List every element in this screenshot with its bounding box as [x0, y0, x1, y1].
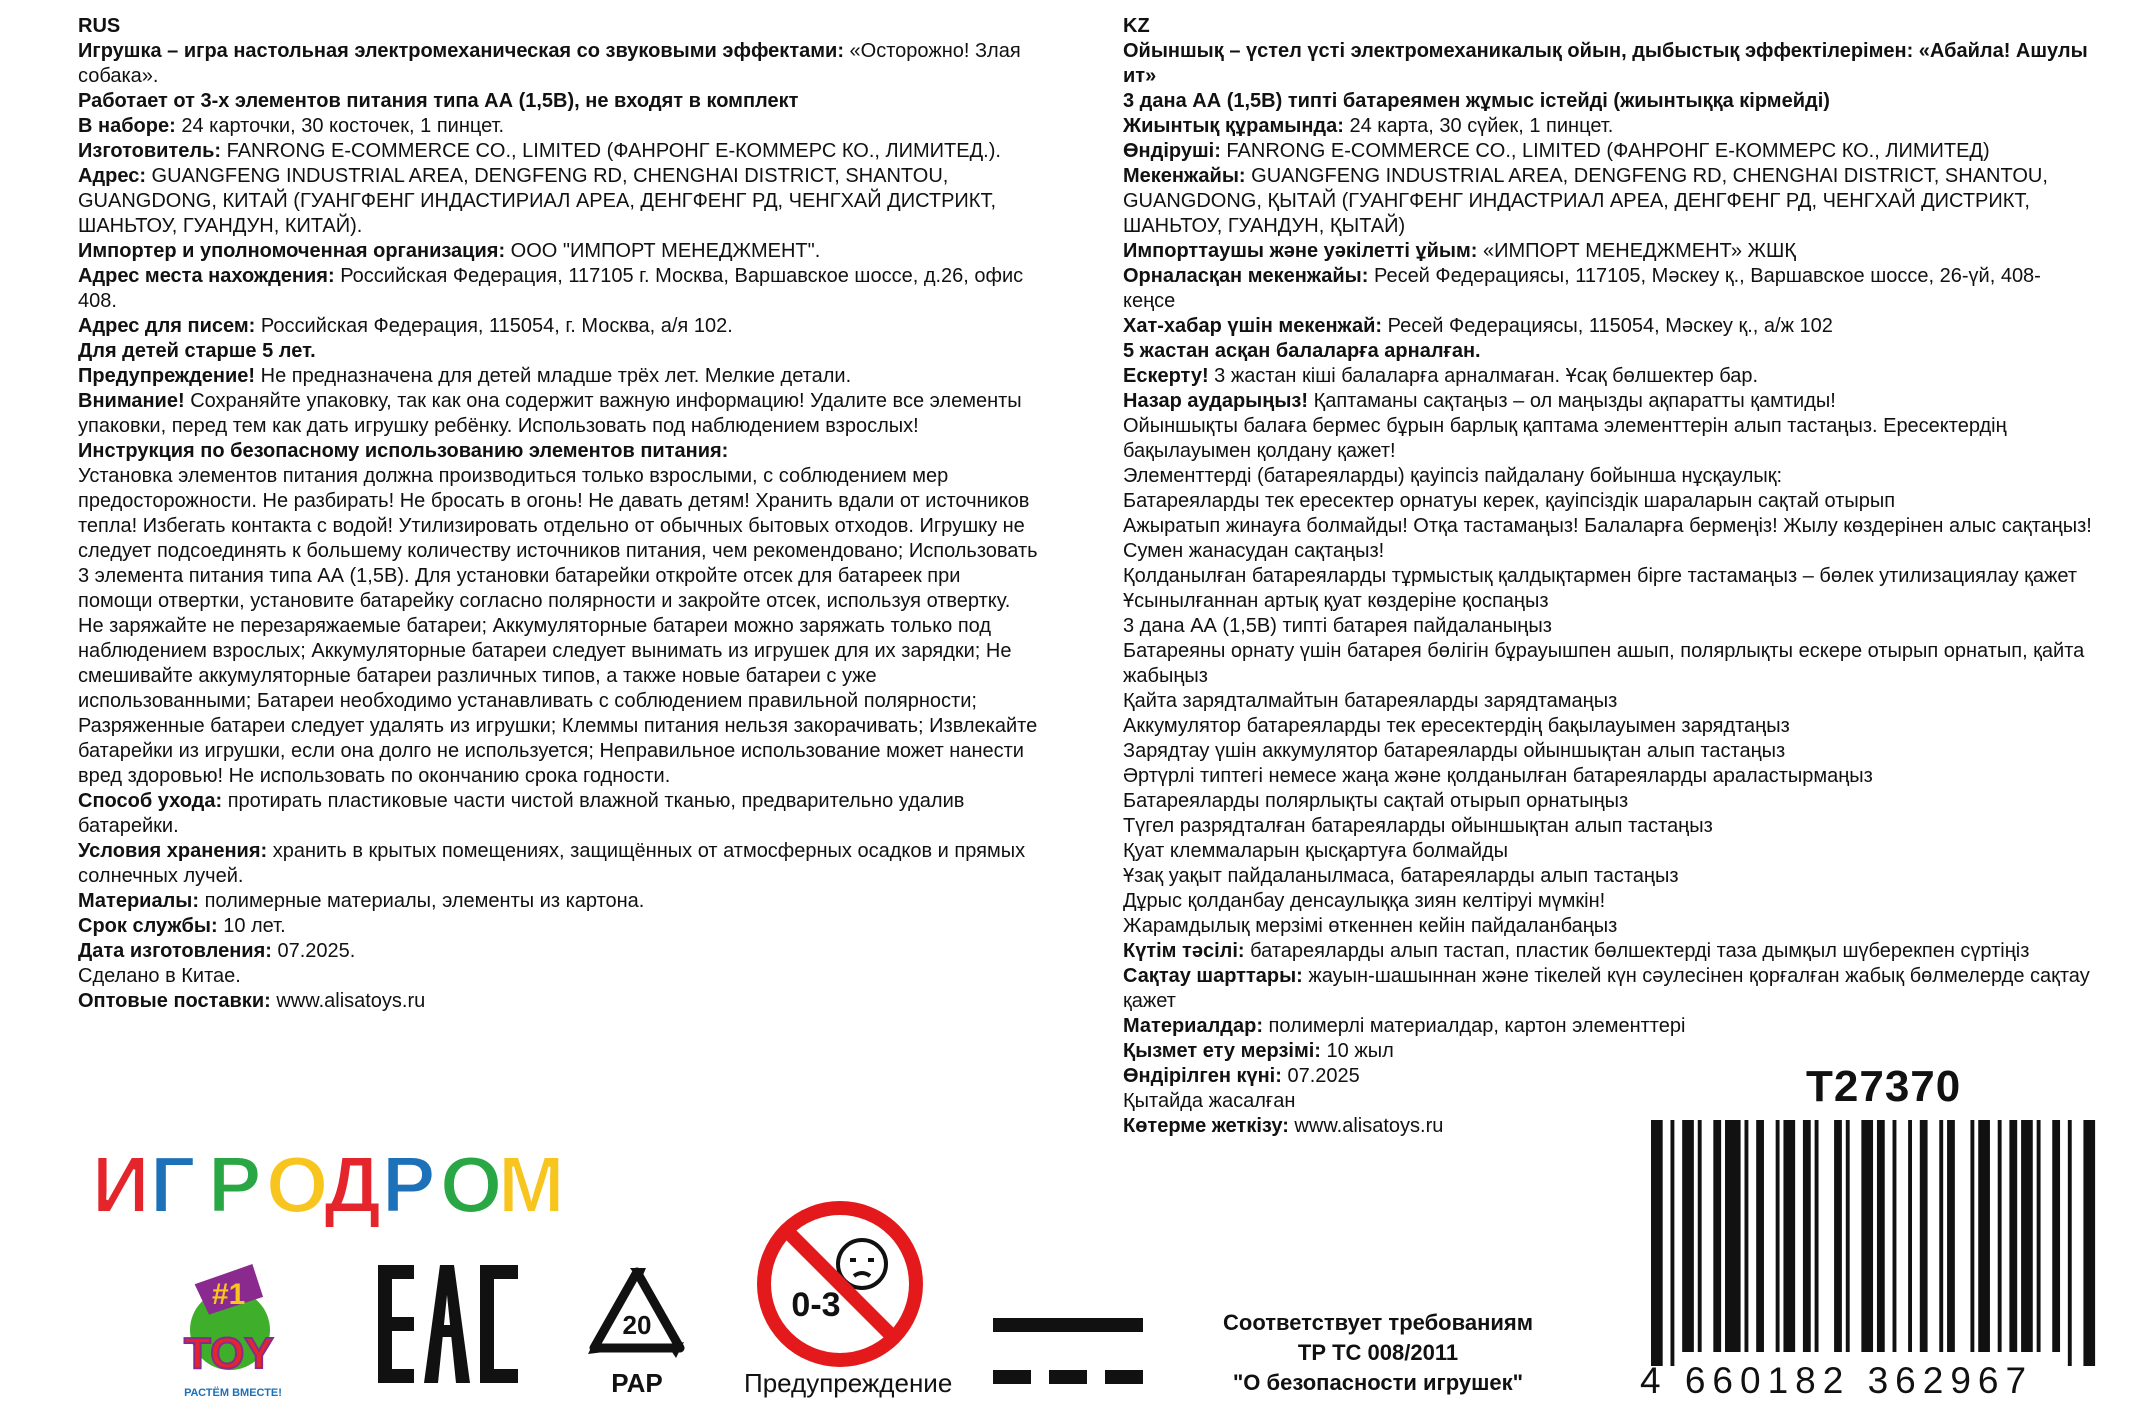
age-range-text: 0-3	[791, 1286, 841, 1324]
rus-line-label: Предупреждение!	[78, 365, 256, 387]
kz-line-label: Қызмет ету мерзімі:	[1123, 1040, 1321, 1062]
kz-text-line	[1123, 514, 2093, 564]
kz-text-line	[1123, 764, 2093, 789]
kz-text-line	[1123, 589, 2093, 614]
brand-letter: Д	[324, 1140, 381, 1229]
kz-text-line	[1123, 739, 2093, 764]
kz-text-line	[1123, 489, 2093, 514]
kz-text-line	[1123, 464, 2093, 489]
kz-line-value: Қолданылған батареяларды тұрмыстық қалдықтармен бірге тастамаңыз – бөлек утилизациялау қажет	[1123, 565, 2077, 587]
kz-line-value: жауын-шашыннан және тікелей күн сәулесінен қорғалған жабық бөлмелерде сақтау қажет	[1123, 965, 2090, 1012]
toy1-slogan-text: РАСТЁМ ВМЕСТЕ!	[184, 1387, 282, 1399]
brand-letter: О	[266, 1140, 329, 1229]
sku-code: T27370	[1806, 1062, 1962, 1111]
barcode-icon	[1651, 1120, 2099, 1366]
rus-text-line	[78, 314, 1038, 339]
rus-text-line	[78, 989, 1038, 1014]
rus-lang-heading: RUS	[78, 15, 121, 37]
kz-line-value: Қаптаманы сақтаңыз – ол маңызды ақпаратты қамтиды!	[1308, 390, 1836, 412]
kz-line-label: Ескерту!	[1123, 365, 1209, 387]
kz-line-label: Жиынтық құрамында:	[1123, 115, 1344, 137]
kz-lines	[1123, 39, 2093, 1139]
kz-text-line	[1123, 414, 2093, 464]
rus-line-label: Импортер и уполномоченная организация:	[78, 240, 506, 262]
rus-line-value: FANRONG E-COMMERCE CO., LIMITED (ФАНРОНГ Е-КОММЕРС КО., ЛИМИТЕД.).	[221, 140, 1001, 162]
kz-text-line	[1123, 714, 2093, 739]
rus-line-value: Не предназначена для детей младше трёх лет. Мелкие детали.	[255, 365, 852, 387]
kz-text-line	[1123, 864, 2093, 889]
rus-text-line	[78, 139, 1038, 164]
rus-line-label: Способ ухода:	[78, 790, 223, 812]
rus-text-line	[78, 364, 1038, 389]
rus-line-label: Адрес:	[78, 165, 146, 187]
conformity-block	[1180, 1308, 1576, 1398]
rus-line-value: www.alisatoys.ru	[270, 990, 426, 1012]
kz-line-label: Мекенжайы:	[1123, 165, 1246, 187]
rus-text-line	[78, 914, 1038, 939]
rus-line-value: GUANGFENG INDUSTRIAL AREA, DENGFENG RD, CHENGHAI DISTRICT, SHANTOU, GUANGDONG, КИТАЙ (ГУАНГФЕНГ ИНДАСТИРИАЛ АРЕА, ДЕНГФЕНГ РД, ЧЕНГХАЙ ДИСТРИКТ, ШАНЬТОУ, ГУАНДУН, КИТАЙ).	[78, 165, 997, 237]
kz-line-value: Ұсынылғаннан артық қуат көздеріне қоспаңыз	[1123, 590, 1549, 612]
kz-line-value: GUANGFENG INDUSTRIAL AREA, DENGFENG RD, CHENGHAI DISTRICT, SHANTOU, GUANGDONG, ҚЫТАЙ (ГУАНГФЕНГ ИНДАСТРИАЛ АРЕА, ДЕНГФЕНГ РД, ЧЕНГХАЙ ДИСТРИКТ, ШАНЬТОУ, ГУАНДУН, ҚЫТАЙ)	[1123, 165, 2048, 237]
kz-text-line	[1123, 689, 2093, 714]
igrodrom-logo	[86, 1138, 565, 1229]
rus-text-line	[78, 964, 1038, 989]
kz-text-line	[1123, 89, 2093, 114]
kz-text-line	[1123, 814, 2093, 839]
rus-line-value: 10 лет.	[217, 915, 286, 937]
rus-text-line	[78, 389, 1038, 439]
kz-text-line	[1123, 264, 2093, 314]
rus-line-value: хранить в крытых помещениях, защищённых от атмосферных осадков и прямых солнечных лучей.	[78, 840, 1026, 887]
brand-letter: О	[440, 1140, 503, 1229]
kz-line-value: Элементтерді (батареяларды) қауіпсіз пайдалану бойынша нұсқаулық:	[1123, 465, 1783, 487]
rus-text-line	[78, 339, 1038, 364]
rus-text-line	[78, 889, 1038, 914]
rus-line-value: «Осторожно! Злая собака».	[78, 40, 1021, 87]
kz-line-label: Ойыншық – үстел үсті электромеханикалық ойын, дыбыстық эффектілерімен: «Абайла! Ашулы ит»	[1123, 40, 2088, 87]
kz-text-line	[1123, 889, 2093, 914]
conformity-line-2: ТР ТС 008/2011	[1297, 1340, 1459, 1365]
kz-line-label: Назар аударыңыз!	[1123, 390, 1309, 412]
kz-line-label: Өндіруші:	[1123, 140, 1221, 162]
rus-line-label: Изготовитель:	[78, 140, 222, 162]
kz-line-value: Ресей Федерациясы, 117105, Мәскеу қ., Варшавское шоссе, 26-үй, 408-кеңсе	[1123, 265, 2041, 312]
rus-line-label: Условия хранения:	[78, 840, 268, 862]
toy1-word-text: TOY	[184, 1329, 274, 1378]
rus-text-line	[78, 264, 1038, 314]
kz-line-value: Батареяларды полярлықты сақтай отырып орнатыңыз	[1123, 790, 1629, 812]
kz-line-value: полимерлі материалдар, картон элементтері	[1262, 1015, 1686, 1037]
recycle-number: 20	[622, 1310, 652, 1340]
rus-line-value: Российская Федерация, 117105 г. Москва, Варшавское шоссе, д.26, офис 408.	[78, 265, 1024, 312]
brand-letter: И	[92, 1140, 150, 1229]
rus-text-line	[78, 789, 1038, 839]
kz-text-line	[1123, 789, 2093, 814]
kz-line-value: Қытайда жасалған	[1123, 1090, 1296, 1112]
kz-line-label: Өндірілген күні:	[1123, 1065, 1282, 1087]
mobius-dash-icon	[993, 1318, 1143, 1384]
kz-text-line	[1123, 639, 2093, 689]
conformity-line-3: "О безопасности игрушек"	[1232, 1370, 1524, 1395]
kz-line-value: «ИМПОРТ МЕНЕДЖМЕНТ» ЖШҚ	[1477, 240, 1796, 262]
kz-text-line	[1123, 939, 2093, 964]
rus-line-label: Работает от 3-х элементов питания типа АА (1,5В), не входят в комплект	[78, 90, 799, 112]
kz-line-value: Түгел разрядталған батареяларды ойыншықтан алып тастаңыз	[1123, 815, 1713, 837]
barcode-digits: 4 660182 362967	[1640, 1360, 2034, 1401]
rus-line-value: Российская Федерация, 115054, г. Москва, а/я 102.	[255, 315, 733, 337]
rus-line-label: Внимание!	[78, 390, 185, 412]
kz-line-value: 07.2025	[1281, 1065, 1360, 1087]
kz-line-value: www.alisatoys.ru	[1288, 1115, 1444, 1137]
kz-line-value: 10 жыл	[1320, 1040, 1394, 1062]
rus-lines	[78, 39, 1038, 1014]
kz-line-value: Қайта зарядталмайтын батареяларды зарядтамаңыз	[1123, 690, 1618, 712]
brand-letter: Г	[150, 1140, 196, 1229]
kz-line-label: Хат-хабар үшін мекенжай:	[1123, 315, 1383, 337]
rus-line-value: протирать пластиковые части чистой влажной тканью, предварительно удалив батарейки.	[78, 790, 965, 837]
rus-line-value: Сделано в Китае.	[78, 965, 241, 987]
kz-line-label: 5 жастан асқан балаларға арналған.	[1123, 340, 1481, 362]
rus-text-line	[78, 89, 1038, 114]
kz-line-value: FANRONG E-COMMERCE CO., LIMITED (ФАНРОНГ Е-КОММЕРС КО., ЛИМИТЕД)	[1220, 140, 1990, 162]
warning-caption: Предупреждение	[744, 1368, 953, 1398]
kz-line-value: Ресей Федерациясы, 115054, Мәскеу қ., а/ж 102	[1382, 315, 1833, 337]
rus-line-label: Срок службы:	[78, 915, 218, 937]
kz-line-label: Сақтау шарттары:	[1123, 965, 1303, 987]
eac-mark-icon	[378, 1265, 518, 1383]
kz-text-line	[1123, 339, 2093, 364]
kz-line-label: Орналасқан мекенжайы:	[1123, 265, 1369, 287]
recycle-pap-icon	[580, 1262, 694, 1402]
rus-line-label: Дата изготовления:	[78, 940, 272, 962]
kz-text-line	[1123, 314, 2093, 339]
kz-line-label: Көтерме жеткізу:	[1123, 1115, 1289, 1137]
kz-line-label: Күтім тәсілі:	[1123, 940, 1245, 962]
rus-text-line	[78, 239, 1038, 264]
rus-line-value: Сохраняйте упаковку, так как она содержит важную информацию! Удалите все элементы упаковки, перед тем как дать игрушку ребёнку. Использовать под наблюдением взрослых!	[78, 390, 1022, 437]
rus-column	[78, 14, 1038, 1014]
kz-line-value: Аккумулятор батареяларды тек ересектердің бақылауымен зарядтаңыз	[1123, 715, 1790, 737]
rus-line-label: Адрес места нахождения:	[78, 265, 335, 287]
kz-text-line	[1123, 364, 2093, 389]
kz-line-value: Жарамдылық мерзімі өткеннен кейін пайдаланбаңыз	[1123, 915, 1618, 937]
rus-line-value: полимерные материалы, элементы из картона.	[199, 890, 645, 912]
kz-lang-heading: KZ	[1123, 15, 1150, 37]
kz-text-line	[1123, 614, 2093, 639]
toy1-top-text: #1	[212, 1278, 246, 1311]
kz-text-line	[1123, 1039, 2093, 1064]
rus-line-value: Установка элементов питания должна производиться только взрослыми, с соблюдением мер предосторожности. Не разбирать! Не бросать в огонь! Не давать детям! Хранить вдали от источников тепла! Избегать контакта с водой! Утилизировать отдельно от обычных бытовых отходов. Игрушку не следует подсоединять к большему количеству источников питания, чем рекомендовано; Использовать 3 элемента питания типа АА (1,5В). Для установки батарейки откройте отсек для батареек при помощи отвертки, установите батарейку согласно полярности и закройте отсек, используя отвертку. Не заряжайте не перезаряжаемые батареи; Аккумуляторные батареи можно заряжать только под наблюдением взрослых; Аккумуляторные батареи следует вынимать из игрушек для их зарядки; Не смешивайте аккумуляторные батареи различных типов, а также новые батареи с уже использованными; Батареи необходимо устанавливать с соблюдением правильной полярности; Разряженные батареи следует удалять из игрушки; Клеммы питания нельзя закорачивать; Извлекайте батарейки из игрушки, если она долго не используется; Неправильное использование может нанести вред здоровью! Не использовать по окончанию срока годности.	[78, 465, 1038, 787]
kz-text-line	[1123, 114, 2093, 139]
kz-line-value: Батареяларды тек ересектер орнатуы керек, қауіпсіздік шараларын сақтай отырып	[1123, 490, 1896, 512]
rus-line-label: Игрушка – игра настольная электромеханическая со звуковыми эффектами:	[78, 40, 844, 62]
rus-line-label: Оптовые поставки:	[78, 990, 271, 1012]
kz-line-value: Қуат клеммаларын қысқартуға болмайды	[1123, 840, 1509, 862]
kz-text-line	[1123, 39, 2093, 89]
rus-line-label: Адрес для писем:	[78, 315, 256, 337]
recycle-code: PAP	[611, 1368, 663, 1398]
rus-text-line	[78, 439, 1038, 464]
brand-letter: Р	[208, 1140, 262, 1229]
rus-text-line	[78, 839, 1038, 889]
kz-text-line	[1123, 389, 2093, 414]
kz-text-line	[1123, 139, 2093, 164]
rus-text-line	[78, 114, 1038, 139]
rus-text-line	[78, 464, 1038, 789]
kz-line-value: 3 жастан кіші балаларға арналмаған. Ұсақ бөлшектер бар.	[1208, 365, 1759, 387]
kz-text-line	[1123, 914, 2093, 939]
kz-text-line	[1123, 964, 2093, 1014]
rus-line-label: Инструкция по безопасному использованию элементов питания:	[78, 440, 729, 462]
rus-text-line	[78, 39, 1038, 89]
kz-line-value: Ажыратып жинауға болмайды! Отқа тастамаңыз! Балаларға бермеңіз! Жылу көздерінен алыс сақтаңыз! Сумен жанасудан сақтаңыз!	[1123, 515, 2092, 562]
kz-line-value: 3 дана АА (1,5В) типті батарея пайдаланыңыз	[1123, 615, 1552, 637]
kz-line-value: 24 карта, 30 сүйек, 1 пинцет.	[1343, 115, 1614, 137]
kz-line-value: Ұзақ уақыт пайдаланылмаса, батареяларды алып тастаңыз	[1123, 865, 1679, 887]
brand-letter: М	[498, 1140, 565, 1229]
kz-line-label: Импорттаушы және уәкілетті ұйым:	[1123, 240, 1478, 262]
rus-line-value: ООО "ИМПОРТ МЕНЕДЖМЕНТ".	[505, 240, 821, 262]
rus-line-value: 24 карточки, 30 косточек, 1 пинцет.	[175, 115, 505, 137]
conformity-line-1: Соответствует требованиям	[1223, 1310, 1533, 1335]
kz-text-line	[1123, 839, 2093, 864]
rus-line-label: В наборе:	[78, 115, 176, 137]
kz-line-value: Батареяны орнату үшін батарея бөлігін бұрауышпен ашып, полярлықты ескере отырып орнатып, қайта жабыңыз	[1123, 640, 2085, 687]
kz-text-line	[1123, 1014, 2093, 1039]
kz-line-value: Әртүрлі типтегі немесе жаңа және қолданылған батареяларды араластырмаңыз	[1123, 765, 1873, 787]
rus-line-label: Для детей старше 5 лет.	[78, 340, 316, 362]
kz-text-line	[1123, 239, 2093, 264]
toy1-logo	[166, 1262, 300, 1402]
kz-text-line	[1123, 164, 2093, 239]
kz-line-value: Ойыншықты балаға бермес бұрын барлық қаптама элементтерін алып тастаңыз. Ересектердің бақылауымен қолдану қажет!	[1123, 415, 2007, 462]
rus-line-label: Материалы:	[78, 890, 200, 912]
rus-line-value: 07.2025.	[271, 940, 356, 962]
kz-column	[1123, 14, 2093, 1139]
brand-letter: Р	[382, 1140, 436, 1229]
kz-line-label: 3 дана АА (1,5В) типті батареямен жұмыс істейді (жиынтыққа кірмейді)	[1123, 90, 1830, 112]
kz-line-value: Зарядтау үшін аккумулятор батареяларды ойыншықтан алып тастаңыз	[1123, 740, 1786, 762]
rus-text-line	[78, 939, 1038, 964]
kz-line-label: Материалдар:	[1123, 1015, 1263, 1037]
kz-line-value: батареяларды алып тастап, пластик бөлшектерді таза дымқыл шүберекпен сүртіңіз	[1244, 940, 2030, 962]
rus-text-line	[78, 164, 1038, 239]
kz-text-line	[1123, 564, 2093, 589]
kz-line-value: Дұрыс қолданбау денсаулыққа зиян келтіруі мүмкін!	[1123, 890, 1606, 912]
